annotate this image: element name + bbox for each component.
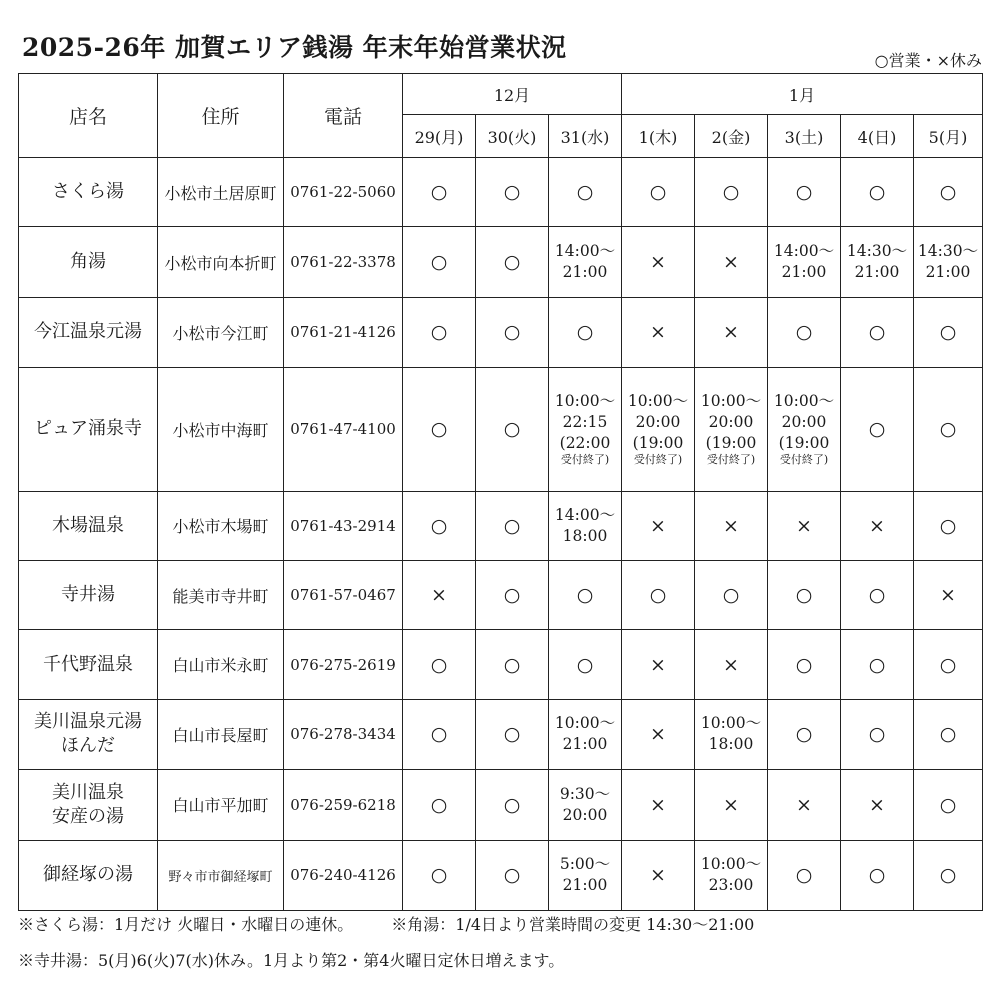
status-hours <box>549 699 622 769</box>
page-title: 2025-26年 加賀エリア銭湯 年末年始営業状況 <box>22 33 567 62</box>
last-entry-note: 受付終了) <box>706 453 756 467</box>
status-open: ○ <box>914 297 983 367</box>
bathhouse-address: 小松市木場町 <box>158 491 284 560</box>
last-entry-note: 受付終了) <box>779 453 829 467</box>
bathhouse-phone: 0761-22-5060 <box>284 158 403 227</box>
status-closed: × <box>695 491 768 560</box>
bathhouse-name: さくら湯 <box>19 158 158 227</box>
status-open: ○ <box>841 158 914 227</box>
status-open: ○ <box>914 770 983 840</box>
header-month-january: 1月 <box>622 74 983 115</box>
hours-text: 10:00～ 20:00 <box>773 392 835 432</box>
status-closed: × <box>768 770 841 840</box>
bathhouse-phone: 076-240-4126 <box>284 840 403 910</box>
bathhouse-phone: 0761-47-4100 <box>284 368 403 491</box>
bathhouse-phone: 0761-22-3378 <box>284 227 403 297</box>
hours-text: 10:00～ 22:15 <box>554 392 616 432</box>
status-closed: × <box>695 227 768 297</box>
status-open: ○ <box>768 699 841 769</box>
status-open: ○ <box>403 297 476 367</box>
bathhouse-name: 美川温泉 安産の湯 <box>19 770 158 840</box>
table-row <box>19 630 983 699</box>
bathhouse-address: 能美市寺井町 <box>158 560 284 629</box>
status-closed: × <box>695 630 768 699</box>
status-hours <box>914 227 983 297</box>
last-entry-time: (19:00 <box>705 434 757 453</box>
hours-text: 10:00～ 20:00 <box>700 392 762 432</box>
status-hours <box>695 699 768 769</box>
header-month-december: 12月 <box>403 74 622 115</box>
bathhouse-phone: 076-275-2619 <box>284 630 403 699</box>
bathhouse-name: 木場温泉 <box>19 491 158 560</box>
status-hours <box>549 227 622 297</box>
status-open: ○ <box>476 630 549 699</box>
status-open: ○ <box>768 630 841 699</box>
status-hours <box>695 368 768 491</box>
last-entry-note: 受付終了) <box>633 453 683 467</box>
status-open: ○ <box>841 560 914 629</box>
status-closed: × <box>622 840 695 910</box>
hours-text: 10:00～ 23:00 <box>700 855 762 895</box>
header-day: 1(木) <box>622 115 695 158</box>
bathhouse-name: 寺井湯 <box>19 560 158 629</box>
status-open: ○ <box>914 699 983 769</box>
status-closed: × <box>695 297 768 367</box>
header-day: 30(火) <box>476 115 549 158</box>
table-row <box>19 770 983 840</box>
bathhouse-phone: 076-259-6218 <box>284 770 403 840</box>
last-entry-time: (19:00 <box>632 434 684 453</box>
status-closed: × <box>841 491 914 560</box>
bathhouse-address: 小松市土居原町 <box>158 158 284 227</box>
status-open: ○ <box>549 560 622 629</box>
last-entry-note: 受付終了) <box>560 453 610 467</box>
bathhouse-name: 美川温泉元湯 ほんだ <box>19 699 158 769</box>
hours-text: 10:00～ 21:00 <box>554 714 616 754</box>
status-open: ○ <box>914 630 983 699</box>
table-row <box>19 227 983 297</box>
status-open: ○ <box>549 158 622 227</box>
status-open: ○ <box>476 368 549 491</box>
status-hours <box>549 491 622 560</box>
header-day: 5(月) <box>914 115 983 158</box>
status-open: ○ <box>476 560 549 629</box>
last-entry-time: (19:00 <box>778 434 830 453</box>
status-hours <box>549 368 622 491</box>
status-open: ○ <box>476 297 549 367</box>
status-open: ○ <box>403 630 476 699</box>
status-open: ○ <box>403 227 476 297</box>
status-open: ○ <box>476 158 549 227</box>
bathhouse-name: 今江温泉元湯 <box>19 297 158 367</box>
status-open: ○ <box>914 840 983 910</box>
status-open: ○ <box>549 297 622 367</box>
status-hours <box>549 770 622 840</box>
status-open: ○ <box>403 699 476 769</box>
status-closed: × <box>695 770 768 840</box>
status-hours <box>841 227 914 297</box>
status-open: ○ <box>768 560 841 629</box>
legend: ○営業・×休み <box>874 51 982 70</box>
status-open: ○ <box>622 158 695 227</box>
status-closed: × <box>622 227 695 297</box>
hours-text: 9:30～ 20:00 <box>559 784 611 824</box>
bathhouse-address: 小松市向本折町 <box>158 227 284 297</box>
bathhouse-address: 野々市市御経塚町 <box>158 840 284 910</box>
status-open: ○ <box>403 368 476 491</box>
status-open: ○ <box>768 158 841 227</box>
header-day: 31(水) <box>549 115 622 158</box>
header-phone: 電話 <box>284 74 403 158</box>
table-row <box>19 840 983 910</box>
status-open: ○ <box>476 491 549 560</box>
status-open: ○ <box>841 630 914 699</box>
note-line-2: ※寺井湯：5(月)6(火)7(水)休み。1月より第2・第4火曜日定休日増えます。 <box>18 951 565 970</box>
note-sakurayu: ※さくら湯：1月だけ 火曜日・水曜日の連休。 <box>18 915 354 934</box>
status-open: ○ <box>841 297 914 367</box>
status-open: ○ <box>841 699 914 769</box>
status-open: ○ <box>768 840 841 910</box>
status-closed: × <box>403 560 476 629</box>
status-open: ○ <box>914 368 983 491</box>
status-open: ○ <box>622 560 695 629</box>
bathhouse-phone: 0761-57-0467 <box>284 560 403 629</box>
status-closed: × <box>622 630 695 699</box>
header-day: 29(月) <box>403 115 476 158</box>
status-hours <box>695 840 768 910</box>
bathhouse-address: 小松市今江町 <box>158 297 284 367</box>
table-row <box>19 560 983 629</box>
status-open: ○ <box>695 158 768 227</box>
bathhouse-name: 御経塚の湯 <box>19 840 158 910</box>
schedule-table <box>18 73 983 911</box>
table-row <box>19 158 983 227</box>
status-closed: × <box>622 491 695 560</box>
status-open: ○ <box>403 840 476 910</box>
status-hours <box>622 368 695 491</box>
bathhouse-phone: 0761-21-4126 <box>284 297 403 367</box>
status-open: ○ <box>403 491 476 560</box>
table-row <box>19 699 983 769</box>
status-open: ○ <box>695 560 768 629</box>
status-hours <box>768 368 841 491</box>
last-entry-time: (22:00 <box>559 434 611 453</box>
status-open: ○ <box>768 297 841 367</box>
note-line-1 <box>18 912 754 935</box>
hours-text: 10:00～ 20:00 <box>627 392 689 432</box>
bathhouse-address: 白山市長屋町 <box>158 699 284 769</box>
bathhouse-address: 小松市中海町 <box>158 368 284 491</box>
table-row <box>19 368 983 491</box>
status-open: ○ <box>476 770 549 840</box>
header-day: 4(日) <box>841 115 914 158</box>
status-open: ○ <box>476 227 549 297</box>
status-open: ○ <box>476 840 549 910</box>
hours-text: 14:30～ 21:00 <box>917 242 979 282</box>
hours-text: 5:00～ 21:00 <box>559 855 611 895</box>
header-name: 店名 <box>19 74 158 158</box>
hours-text: 14:00～ 18:00 <box>554 505 616 545</box>
hours-text: 10:00～ 18:00 <box>700 714 762 754</box>
header-day: 2(金) <box>695 115 768 158</box>
status-open: ○ <box>476 699 549 769</box>
table-row <box>19 297 983 367</box>
bathhouse-name: 千代野温泉 <box>19 630 158 699</box>
status-hours <box>768 227 841 297</box>
bathhouse-address: 白山市米永町 <box>158 630 284 699</box>
status-closed: × <box>841 770 914 840</box>
hours-text: 14:00～ 21:00 <box>773 242 835 282</box>
status-hours <box>549 840 622 910</box>
status-open: ○ <box>841 840 914 910</box>
bathhouse-address: 白山市平加町 <box>158 770 284 840</box>
status-open: ○ <box>841 368 914 491</box>
status-open: ○ <box>403 770 476 840</box>
status-closed: × <box>622 699 695 769</box>
bathhouse-name: 角湯 <box>19 227 158 297</box>
status-closed: × <box>622 770 695 840</box>
bathhouse-name: ピュア涌泉寺 <box>19 368 158 491</box>
bathhouse-phone: 076-278-3434 <box>284 699 403 769</box>
status-closed: × <box>622 297 695 367</box>
status-open: ○ <box>549 630 622 699</box>
status-open: ○ <box>914 491 983 560</box>
header-address: 住所 <box>158 74 284 158</box>
status-closed: × <box>768 491 841 560</box>
note-kadoyu: ※角湯：1/4日より営業時間の変更 14:30～21:00 <box>391 915 755 934</box>
hours-text: 14:30～ 21:00 <box>846 242 908 282</box>
hours-text: 14:00～ 21:00 <box>554 242 616 282</box>
status-open: ○ <box>403 158 476 227</box>
status-open: ○ <box>914 158 983 227</box>
table-row <box>19 491 983 560</box>
bathhouse-phone: 0761-43-2914 <box>284 491 403 560</box>
status-closed: × <box>914 560 983 629</box>
header-day: 3(土) <box>768 115 841 158</box>
